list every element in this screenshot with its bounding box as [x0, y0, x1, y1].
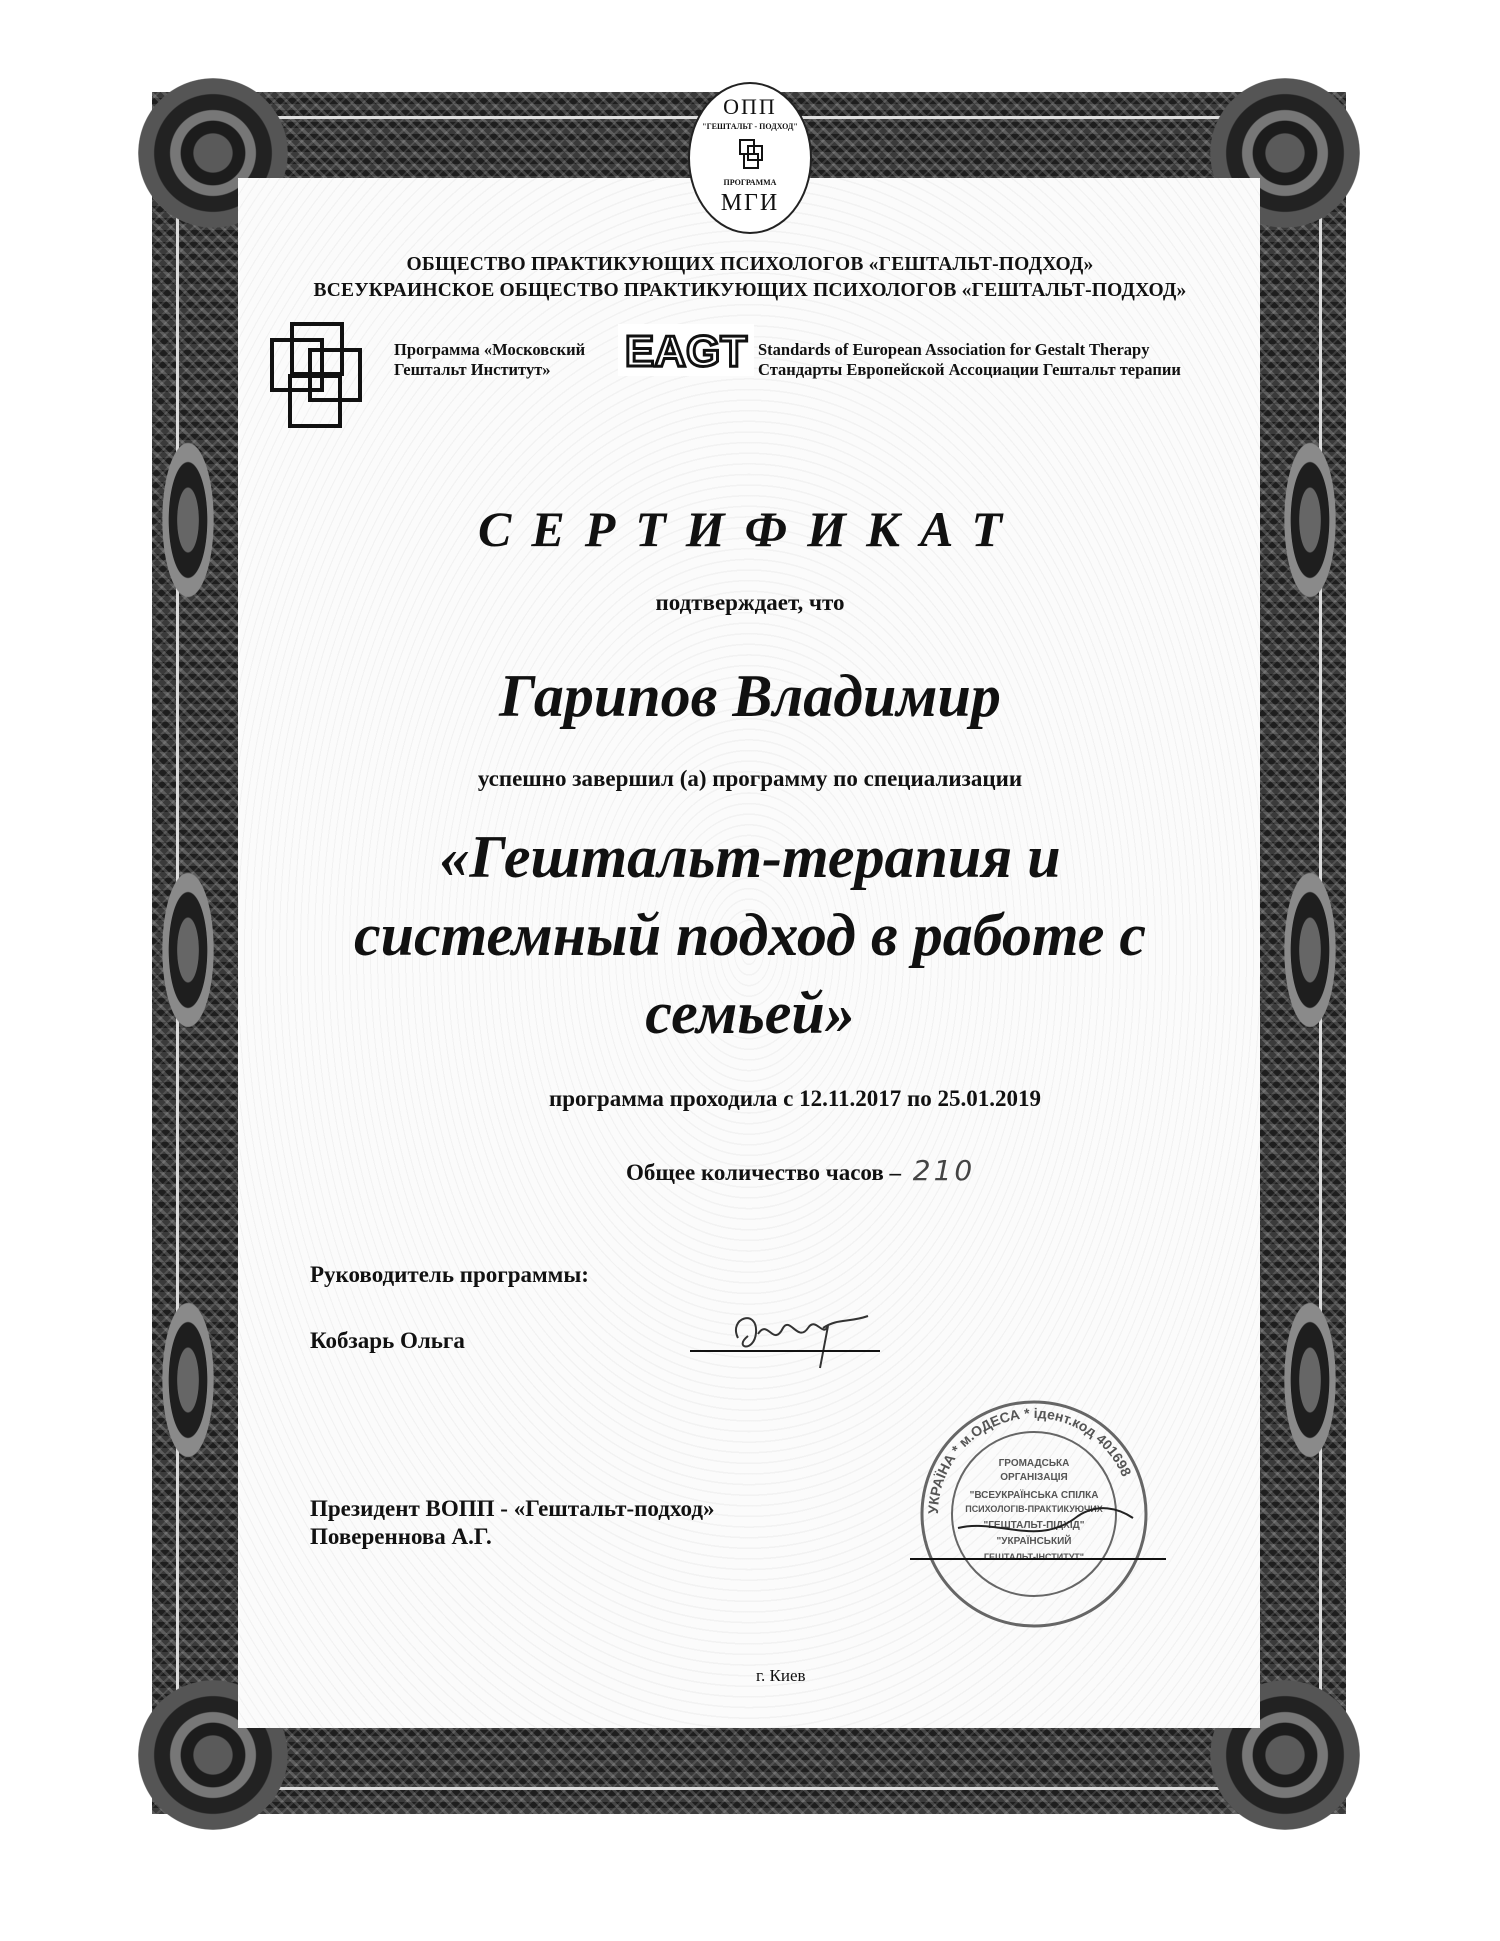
side-ornament-left-3	[158, 1290, 218, 1470]
mgi-program-text	[394, 340, 585, 380]
badge-top-text: ОПП	[723, 94, 777, 119]
program-head-name: Кобзарь Ольга	[310, 1328, 465, 1353]
eagt-logo-text: EAGT	[624, 327, 748, 376]
side-ornament-right-3	[1280, 1290, 1340, 1470]
stamp-outer-text: УКРАЇНА * м.ОДЕСА * ідент.код 401698	[924, 1404, 1135, 1515]
stamp-line-7: ГЕШТАЛЬТ-ІНСТИТУТ"	[983, 1552, 1085, 1562]
side-ornament-left-2	[158, 860, 218, 1040]
stamp-line-4: ПСИХОЛОГІВ-ПРАКТИКУЮЧИХ	[965, 1504, 1103, 1514]
eagt-line-2: Стандарты Европейской Ассоциации Гештальт терапии	[758, 360, 1181, 379]
hours-value-handwritten: 210	[912, 1154, 976, 1187]
badge-program-label: ПРОГРАММА	[723, 178, 777, 187]
president-signature-line	[910, 1558, 1166, 1560]
certificate-title: СЕРТИФИКАТ	[478, 501, 1022, 557]
eagt-line-1: Standards of European Association for Gestalt Therapy	[758, 340, 1150, 359]
total-hours	[626, 1154, 975, 1187]
organization-line-2: ВСЕУКРАИНСКОЕ ОБЩЕСТВО ПРАКТИКУЮЩИХ ПСИХОЛОГОВ «ГЕШТАЛЬТ-ПОДХОД»	[313, 280, 1187, 301]
mgi-squares-logo-icon	[268, 320, 368, 438]
stamp-line-2: ОРГАНІЗАЦІЯ	[1000, 1472, 1068, 1483]
organization-stamp	[918, 1398, 1150, 1630]
completed-text: успешно завершил (а) программу по специализации	[477, 766, 1023, 791]
program-title-line-1: «Гештальт-терапия и	[439, 824, 1061, 890]
program-dates: программа проходила с 12.11.2017 по 25.01.2019	[548, 1086, 1042, 1111]
hours-label: Общее количество часов –	[626, 1160, 902, 1185]
eagt-standards-text	[758, 340, 1181, 380]
stamp-line-1: ГРОМАДСЬКА	[998, 1458, 1070, 1469]
stamp-line-3: "ВСЕУКРАЇНСЬКА СПІЛКА	[969, 1490, 1099, 1501]
squares-logo-icon	[738, 136, 766, 172]
mgi-line-2: Гештальт Институт»	[394, 360, 551, 379]
head-signature-line	[690, 1350, 880, 1352]
head-signature	[728, 1298, 878, 1378]
confirms-text: подтверждает, что	[655, 590, 845, 615]
program-title-line-3: семьей»	[645, 980, 855, 1046]
president-name: Повереннова А.Г.	[310, 1524, 492, 1549]
side-ornament-right-2	[1280, 860, 1340, 1040]
opp-mgi-badge	[688, 82, 812, 234]
program-head-label: Руководитель программы:	[310, 1262, 589, 1287]
city: г. Киев	[756, 1666, 806, 1685]
stamp-line-6: "УКРАЇНСЬКИЙ	[996, 1536, 1072, 1547]
stamp-line-5: "ГЕШТАЛЬТ-ПІДХІД"	[983, 1520, 1085, 1531]
organization-line-1: ОБЩЕСТВО ПРАКТИКУЮЩИХ ПСИХОЛОГОВ «ГЕШТАЛЬТ-ПОДХОД»	[406, 254, 1094, 275]
badge-bottom-text: МГИ	[720, 190, 780, 216]
recipient-name: Гарипов Владимир	[499, 663, 1001, 729]
program-title	[250, 818, 1250, 1052]
mgi-line-1: Программа «Московский	[394, 340, 586, 359]
program-title-line-2: системный подход в работе с	[354, 902, 1146, 968]
badge-subtitle: "ГЕШТАЛЬТ - ПОДХОД"	[702, 122, 798, 131]
president-label: Президент ВОПП - «Гештальт-подход»	[310, 1496, 715, 1521]
eagt-logo-icon	[618, 324, 754, 376]
